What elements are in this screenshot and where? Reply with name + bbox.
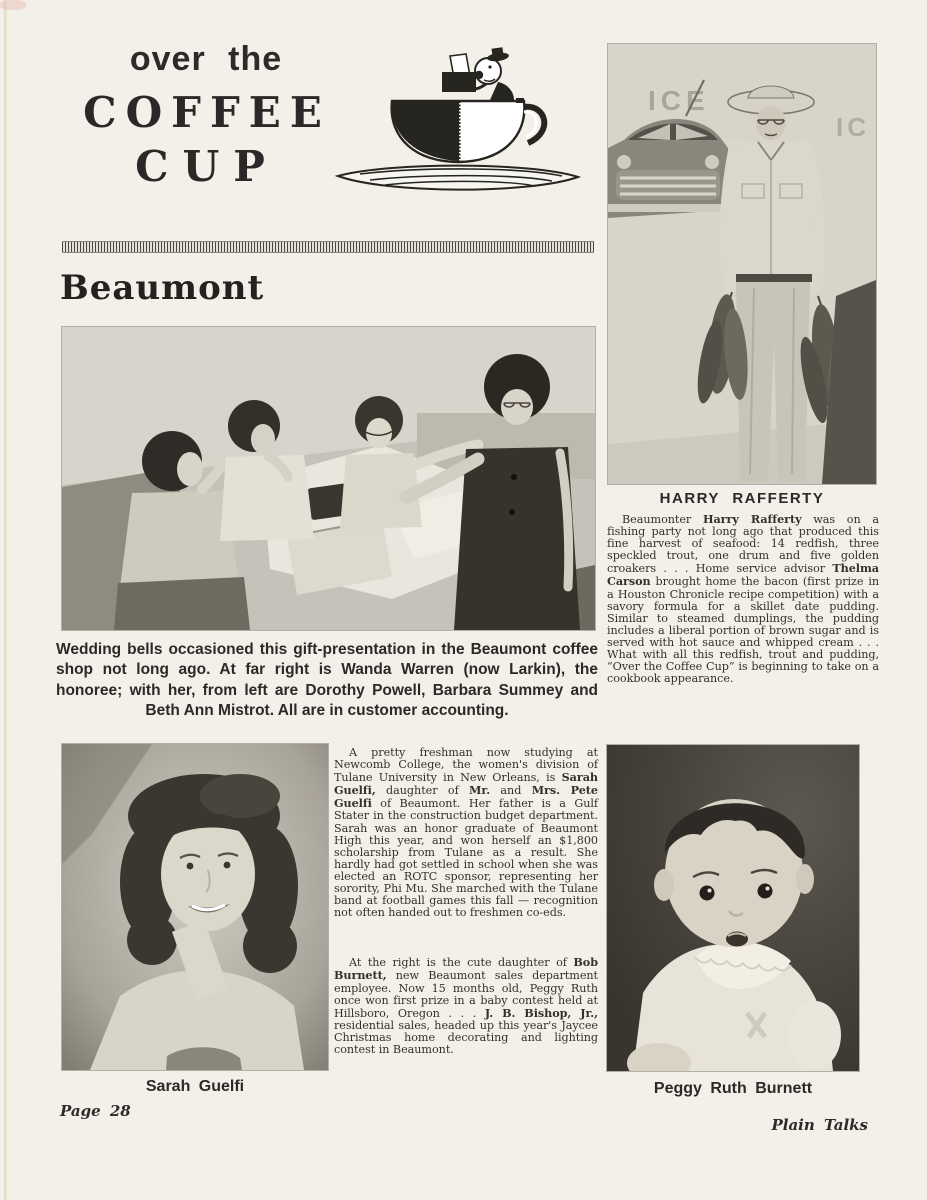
header-title-line2: CUP <box>135 142 279 191</box>
page-edge-line-soft <box>6 0 7 1200</box>
hatched-divider <box>62 241 594 253</box>
coffee-cup <box>392 98 545 162</box>
peggy-photo-caption: Peggy Ruth Burnett <box>653 1080 813 1097</box>
cartoon-typist <box>442 47 514 100</box>
middle-column-articles <box>334 747 598 1056</box>
harry-paragraph: Beaumonter Harry Rafferty was on a fishing party not long ago that produced this fine harvest of seafood: 14 redfish, three speckled trout, one drum and five golden croakers . . . Home service advisor Thelma Carson brought home the bacon (first prize in a Houston Chronicle recipe competition) with a savory formula for a skillet date pudding. Similar to steamed dumplings, the pudding includes a liberal portion of brown sugar and is served with hot sauce and whipped cream . . . What with all this redfish, trout and pudding, “Over the Coffee Cup” is beginning to take on a cookbook appearance. <box>607 512 879 686</box>
peggy-paragraph: At the right is the cute daughter of Bob Burnett, new Beaumont sales department employee. Now 15 months old, Peggy Ruth once won first prize in a baby contest held at Hillsboro, Oregon . . . J. B. Bishop, Jr., residential sales, headed up this year's Jaycee Christmas home decorating and lighting contest in Beaumont. <box>334 955 598 1056</box>
sarah-paragraph: A pretty freshman now studying at Newcomb College, the women's division of Tulane University in New Orleans, is Sarah Guelfi, daughter of Mr. and Mrs. Pete Guelfi of Beaumont. Her father is a Gulf Stater in the construction budget department. Sarah was an honor graduate of Beaumont High this year, and won herself an $1,800 scholarship from Tulane as a result. She hardly had got settled in school when she was elected an ROTC sponsor, representing her sorority, Phi Mu. She marched with the Tulane band at football games this fall — recognition not often handed out to freshmen co-eds. <box>334 746 598 920</box>
footer-publication-name: Plain Talks <box>771 1116 868 1134</box>
scan-artifact <box>0 0 26 10</box>
saucer <box>338 166 578 190</box>
peggy-ruth-burnett-portrait-photo <box>607 745 859 1071</box>
footer-page-number: Page 28 <box>60 1102 131 1120</box>
section-heading: Beaumont <box>60 268 265 308</box>
sarah-guelfi-portrait-photo <box>62 744 328 1070</box>
harry-rafferty-fishing-photo <box>608 44 876 484</box>
harry-photo-caption: HARRY RAFFERTY <box>659 490 825 507</box>
ice-sign-text: ICE <box>648 85 710 116</box>
ice-sign-partial-text: IC <box>836 112 870 142</box>
coffee-shop-gift-presentation-photo <box>62 327 595 630</box>
header-kicker: over the <box>129 40 283 78</box>
main-photo-caption: Wedding bells occasioned this gift-presentation in the Beaumont coffee shop not long ago. At far right is Wanda Warren (now Larkin), the honoree; with her, from left are Dorothy Powell, Barbara Summey and Beth Ann Mistrot. All are in customer accounting. <box>56 641 598 720</box>
header-title-line1: COFFEE <box>83 88 331 137</box>
sarah-photo-caption: Sarah Guelfi <box>145 1078 245 1095</box>
coffee-cup-cartoon-illustration <box>330 40 586 212</box>
harry-article <box>607 513 879 685</box>
